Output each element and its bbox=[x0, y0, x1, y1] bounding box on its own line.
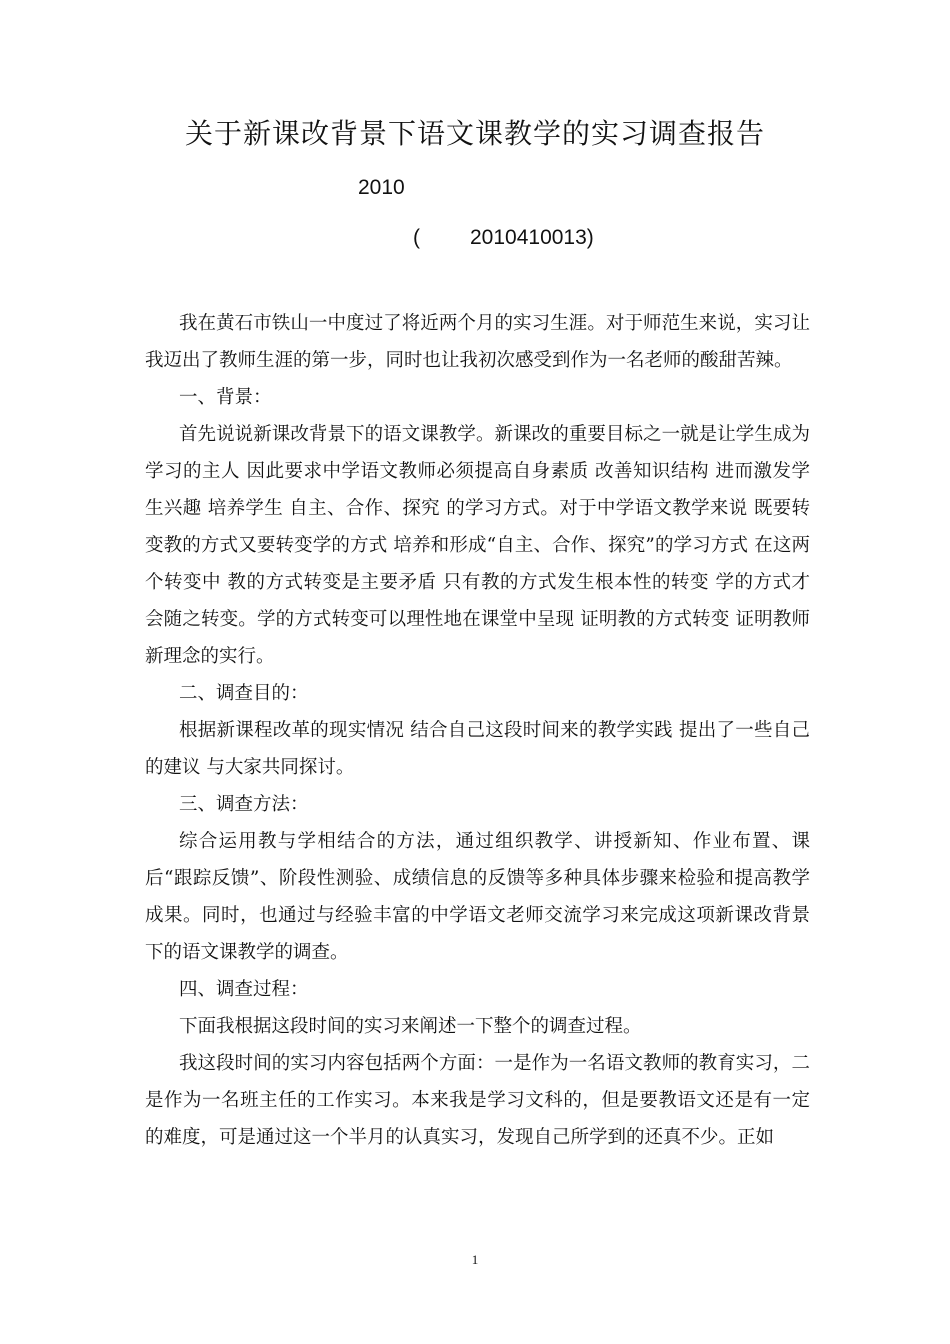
student-id: 2010410013) bbox=[470, 226, 594, 249]
page-number: 1 bbox=[471, 1252, 479, 1267]
student-id-open-paren: ( bbox=[413, 226, 420, 249]
process-paragraph: 我这段时间的实习内容包括两个方面：一是作为一名语文教师的教育实习，二是作为一名班主任的工作实习。本来我是学习文科的，但是要教语文还是有一定的难度，可是通过这一个半月的认真实习，发现自己所学到的还真不少。正如 bbox=[145, 1053, 810, 1148]
document-title: 关于新课改背景下语文课教学的实习调查报告 bbox=[184, 117, 765, 150]
section-heading-process: 四、调查过程： bbox=[179, 979, 309, 1000]
section-heading-purpose: 二、调查目的： bbox=[179, 683, 309, 704]
intro-paragraph: 我在黄石市铁山一中度过了将近两个月的实习生涯。对于师范生来说，实习让我迈出了教师生涯的第一步，同时也让我初次感受到作为一名老师的酸甜苦辣。 bbox=[145, 313, 810, 371]
section-heading-background: 一、背景： bbox=[179, 387, 272, 408]
background-paragraph: 首先说说新课改背景下的语文课教学。新课改的重要目标之一就是让学生成为学习的主人 因此要求中学语文教师必须提高自身素质 改善知识结构 进而激发学生兴趣 培养学生 自主、合作、探究 的学习方式。对于中学语文教学来说 既要转变教的方式又要转变学的方式 培养和形成“自主、合作、探究”的学习方式 在这两个转变中 教的方式转变是主要矛盾 只有教的方式发生根本性的转变 学的方式才会随之转变。学的方式转变可以理性地在课堂中呈现 证明教的方式转变 证明教师新理念的实行。 bbox=[145, 424, 810, 667]
process-intro-paragraph: 下面我根据这段时间的实习来阐述一下整个的调查过程。 bbox=[179, 1016, 642, 1037]
purpose-paragraph: 根据新课程改革的现实情况 结合自己这段时间来的教学实践 提出了一些自己的建议 与大家共同探讨。 bbox=[145, 720, 810, 778]
section-heading-method: 三、调查方法： bbox=[179, 794, 309, 815]
method-paragraph: 综合运用教与学相结合的方法，通过组织教学、讲授新知、作业布置、课后“跟踪反馈”、阶段性测验、成绩信息的反馈等多种具体步骤来检验和提高教学成果。同时，也通过与经验丰富的中学语文老师交流学习来完成这项新课改背景下的语文课教学的调查。 bbox=[145, 831, 810, 963]
year-label: 2010 bbox=[358, 176, 405, 199]
document-body bbox=[145, 305, 810, 1156]
